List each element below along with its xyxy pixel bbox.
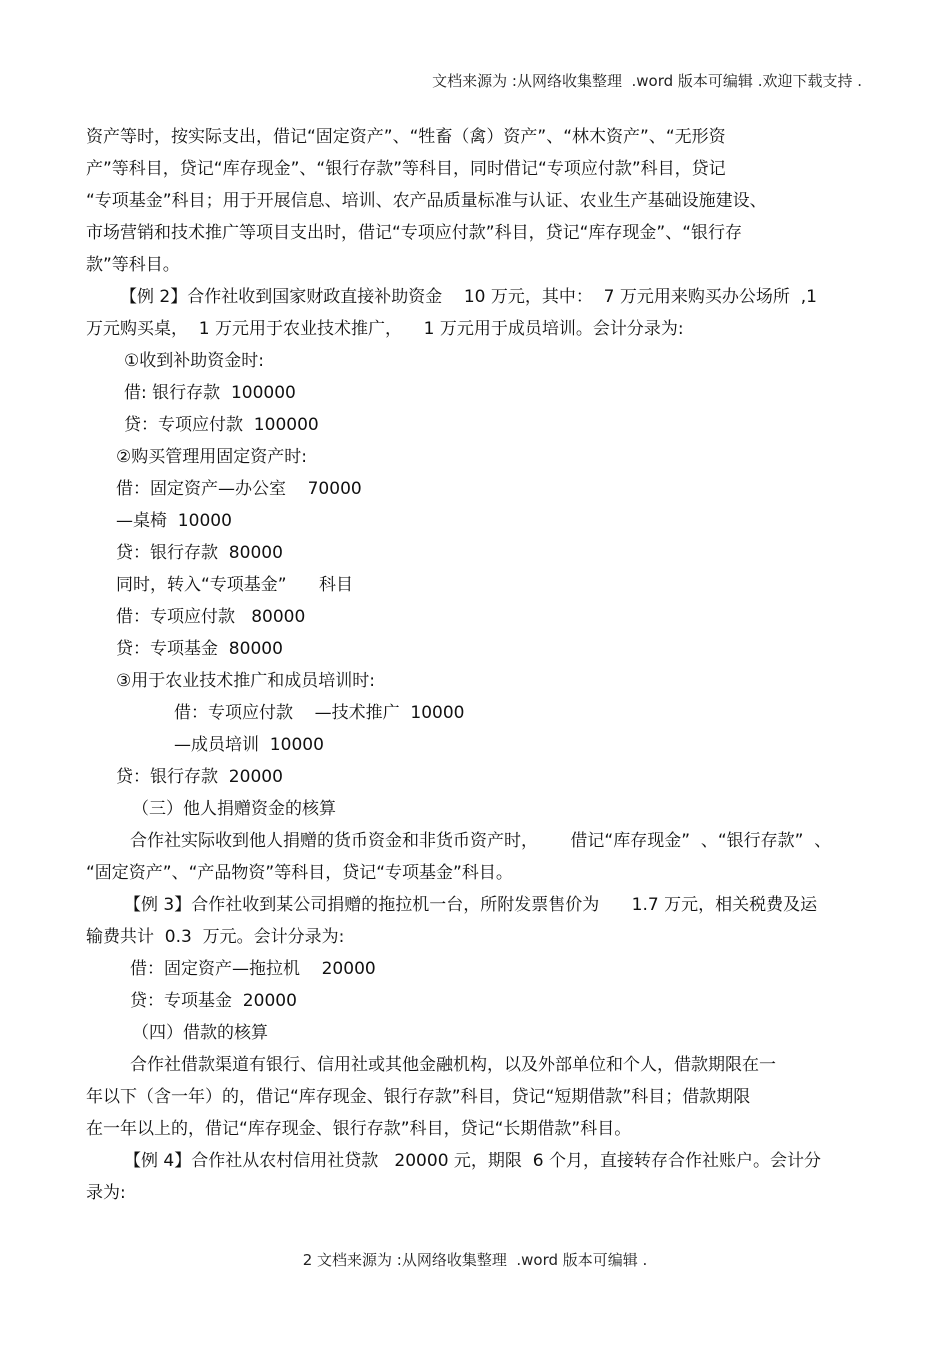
text-line: 资产等时，按实际支出，借记“固定资产”、“牲畜（禽）资产”、“林木资产”、“无形资 [86, 127, 726, 147]
text-line: 贷：银行存款 20000 [116, 767, 283, 787]
text-line: 借：固定资产—拖拉机 20000 [130, 959, 376, 979]
text-line: “固定资产”、“产品物资”等科目，贷记“专项基金”科目。 [86, 863, 513, 883]
text-line: 在一年以上的，借记“库存现金、银行存款”科目，贷记“长期借款”科目。 [86, 1119, 632, 1139]
text-line: 借：专项应付款 —技术推广 10000 [174, 703, 465, 723]
text-line: 合作社实际收到他人捐赠的货币资金和非货币资产时， 借记“库存现金” 、“银行存款” 、 [130, 831, 832, 851]
text-line: 年以下（含一年）的，借记“库存现金、银行存款”科目，贷记“短期借款”科目；借款期限 [86, 1087, 751, 1107]
text-line: ②购买管理用固定资产时: [116, 447, 307, 467]
text-line: 【例 4】合作社从农村信用社贷款 20000 元，期限 6 个月，直接转存合作社账户。会计分 [124, 1151, 821, 1171]
text-line: 借：专项应付款 80000 [116, 607, 306, 627]
text-line: —桌椅 10000 [116, 511, 232, 531]
text-line: —成员培训 10000 [174, 735, 324, 755]
text-line: 贷：专项应付款 100000 [124, 415, 319, 435]
text-line: 【例 3】合作社收到某公司捐赠的拖拉机一台，所附发票售价为 1.7 万元，相关税费及运 [124, 895, 818, 915]
page-footer: 2 文档来源为 :从网络收集整理 .word 版本可编辑 . [302, 1251, 648, 1269]
text-line: 合作社借款渠道有银行、信用社或其他金融机构，以及外部单位和个人，借款期限在一 [130, 1055, 776, 1075]
page-header: 文档来源为 :从网络收集整理 .word 版本可编辑 .欢迎下载支持 . [432, 72, 862, 90]
text-line: 借：固定资产—办公室 70000 [116, 479, 362, 499]
section-heading: （四）借款的核算 [132, 1023, 268, 1043]
text-line: ①收到补助资金时: [124, 351, 264, 371]
text-line: 市场营销和技术推广等项目支出时，借记“专项应付款”科目，贷记“库存现金”、“银行存 [86, 223, 743, 243]
text-line: 输费共计 0.3 万元。会计分录为: [86, 927, 345, 947]
text-line: 贷：专项基金 20000 [130, 991, 297, 1011]
text-line: 录为: [86, 1183, 126, 1203]
text-line: 贷：银行存款 80000 [116, 543, 283, 563]
text-line: 贷：专项基金 80000 [116, 639, 283, 659]
text-line: 【例 2】合作社收到国家财政直接补助资金 10 万元，其中： 7 万元用来购买办公场所 ,1 [120, 287, 817, 307]
text-line: 借: 银行存款 100000 [124, 383, 296, 403]
text-line: 同时，转入“专项基金” 科目 [116, 575, 354, 595]
text-line: ③用于农业技术推广和成员培训时: [116, 671, 375, 691]
text-line: 万元购买桌， 1 万元用于农业技术推广， 1 万元用于成员培训。会计分录为: [86, 319, 684, 339]
text-line: 产”等科目，贷记“库存现金”、“银行存款”等科目，同时借记“专项应付款”科目，贷记 [86, 159, 726, 179]
section-heading: （三）他人捐赠资金的核算 [132, 799, 336, 819]
text-line: “专项基金”科目；用于开展信息、培训、农产品质量标准与认证、农业生产基础设施建设、 [86, 191, 767, 211]
text-line: 款”等科目。 [86, 255, 180, 275]
